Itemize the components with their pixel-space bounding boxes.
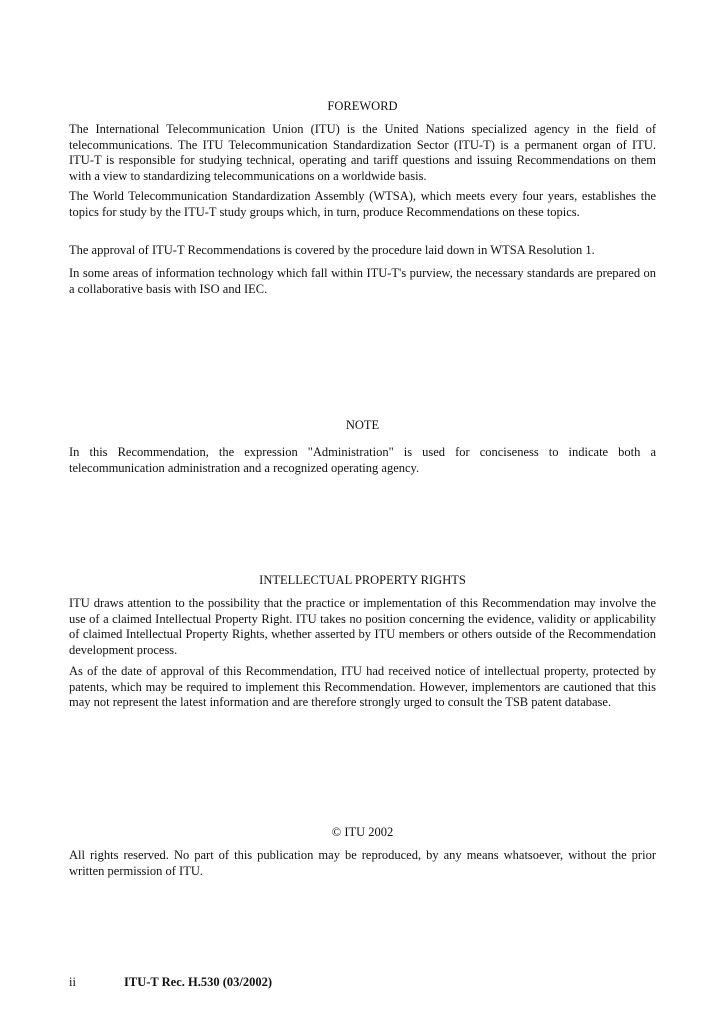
recommendation-reference: ITU-T Rec. H.530 (03/2002) <box>124 975 273 989</box>
foreword-paragraph-3: The approval of ITU-T Recommendations is covered by the procedure laid down in WTSA Resolution 1. <box>69 243 595 257</box>
note-paragraph: In this Recommendation, the expression "Administration" is used for conciseness to indicate both a telecommunication administration and a recognized operating agency. <box>69 445 656 475</box>
foreword-paragraph-2: The World Telecommunication Standardization Assembly (WTSA), which meets every four years, establishes the topics for study by the ITU-T study groups which, in turn, produce Recommendations on these topics. <box>69 189 656 219</box>
page-footer <box>69 975 272 990</box>
note-heading: NOTE <box>345 418 380 432</box>
page-number: ii <box>69 975 76 989</box>
foreword-paragraph-1: The International Telecommunication Union (ITU) is the United Nations specialized agency in the field of telecommunications. The ITU Telecommunication Standardization Sector (ITU-T) is a permanent organ of ITU. ITU-T is responsible for studying technical, operating and tariff questions and issuing Recommendations on them with a view to standardizing telecommunications on a worldwide basis. <box>69 122 656 183</box>
ipr-paragraph-2: As of the date of approval of this Recommendation, ITU had received notice of intellectual property, protected by patents, which may be required to implement this Recommendation. However, implementors are cautioned that this may not represent the latest information and are therefore strongly urged to consult the TSB patent database. <box>69 664 656 709</box>
ipr-heading: INTELLECTUAL PROPERTY RIGHTS <box>259 573 466 587</box>
foreword-heading: FOREWORD <box>327 99 398 113</box>
ipr-paragraph-1: ITU draws attention to the possibility that the practice or implementation of this Recommendation may involve the use of a claimed Intellectual Property Right. ITU takes no position concerning the evidence, validity or applicability of claimed Intellectual Property Rights, whether asserted by ITU members or others outside of the Recommendation development process. <box>69 596 656 657</box>
copyright-paragraph: All rights reserved. No part of this publication may be reproduced, by any means whatsoever, without the prior written permission of ITU. <box>69 848 656 878</box>
foreword-paragraph-4: In some areas of information technology which fall within ITU-T's purview, the necessary standards are prepared on a collaborative basis with ISO and IEC. <box>69 266 656 296</box>
copyright-heading: © ITU 2002 <box>331 825 394 839</box>
